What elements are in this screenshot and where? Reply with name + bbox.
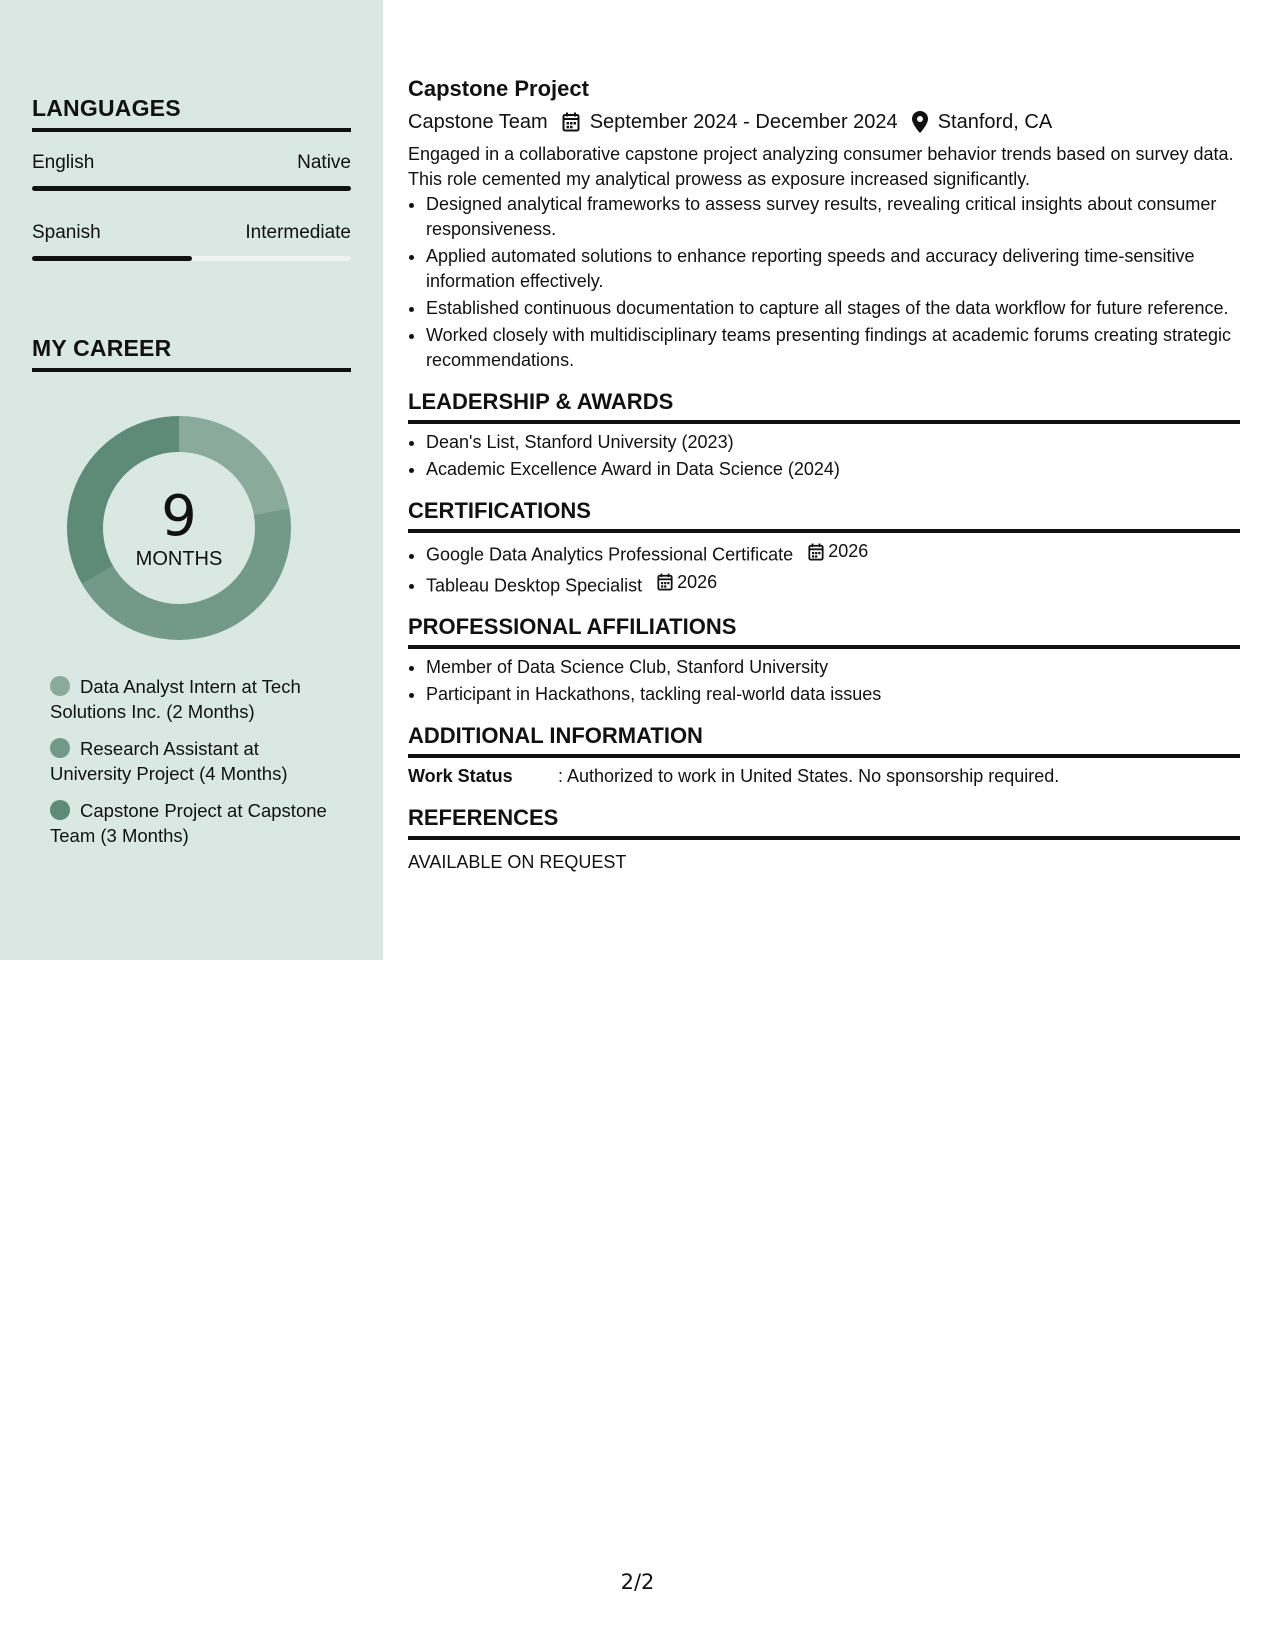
career-donut-chart [63,412,295,644]
languages-heading: LANGUAGES [32,95,351,132]
legend-text: Research Assistant at University Project (4 Months) [50,738,288,784]
calendar-icon [657,573,673,591]
project-meta [408,106,1240,138]
career-legend-item [50,674,340,724]
work-status-value: : Authorized to work in United States. No sponsorship required. [558,766,1060,786]
affiliations-list [408,655,1240,707]
affiliations-heading: PROFESSIONAL AFFILIATIONS [408,614,1240,649]
page-number: 2/2 [620,1570,655,1594]
project-entry [408,76,1240,373]
additional-info-section [408,723,1240,787]
certifications-heading: CERTIFICATIONS [408,498,1240,533]
work-status-label: Work Status [408,766,513,786]
work-status-row [408,766,1240,787]
project-bullet: • Designed analytical frameworks to assess survey results, revealing critical insights about consumer responsiveness. [426,192,1240,242]
certification-item [426,570,1240,599]
languages-section [32,95,351,256]
leadership-item: • Academic Excellence Award in Data Science (2024) [426,457,1240,482]
language-name: English [32,152,95,173]
career-total-unit: MONTHS [135,548,223,570]
career-legend-item [50,798,340,848]
language-name: Spanish [32,222,101,243]
map-pin-icon [912,111,928,133]
language-spanish [32,222,351,256]
language-level: Intermediate [245,222,351,243]
project-organization: Capstone Team [408,110,548,133]
certification-year: 2026 [677,571,718,592]
legend-text: Data Analyst Intern at Tech Solutions Inc. (2 Months) [50,676,301,722]
main-content [408,76,1240,875]
certification-year: 2026 [828,541,869,561]
project-bullet: • Applied automated solutions to enhance reporting speeds and accuracy delivering time-sensitive information effectively. [426,244,1240,294]
legend-dot [50,738,70,758]
career-heading: MY CAREER [32,335,351,372]
certification-date [808,539,868,564]
references-heading: REFERENCES [408,805,1240,840]
language-proficiency-bar [32,186,351,191]
certification-item [426,539,1240,568]
language-proficiency-bar [32,256,351,261]
certifications-list [408,539,1240,598]
career-section [32,335,351,372]
certification-date [657,570,717,595]
leadership-list [408,430,1240,482]
calendar-icon [562,112,580,132]
certifications-section [408,498,1240,598]
language-proficiency-fill [32,256,192,261]
project-title: Capstone Project [408,76,589,101]
affiliations-section [408,614,1240,707]
affiliation-item: • Participant in Hackathons, tackling real-world data issues [426,682,1240,707]
legend-dot [50,800,70,820]
leadership-heading: LEADERSHIP & AWARDS [408,389,1240,424]
project-bullet: • Worked closely with multidisciplinary teams presenting findings at academic forums creating strategic recommendations. [426,323,1240,373]
project-summary: Engaged in a collaborative capstone project analyzing consumer behavior trends based on survey data. This role cemented my analytical prowess as exposure increased significantly. [408,144,1234,189]
references-section [408,805,1240,875]
affiliation-item: • Member of Data Science Club, Stanford University [426,655,1240,680]
references-text: AVAILABLE ON REQUEST [408,852,627,872]
project-bullets [408,192,1240,373]
leadership-item: • Dean's List, Stanford University (2023) [426,430,1240,455]
project-location: Stanford, CA [937,110,1053,133]
career-total-number: 9 [161,484,197,549]
project-bullet: • Established continuous documentation to capture all stages of the data workflow for future reference. [426,296,1240,321]
sidebar [0,0,383,960]
additional-info-heading: ADDITIONAL INFORMATION [408,723,1240,758]
language-level: Native [297,152,351,173]
career-legend-item [50,736,340,786]
language-proficiency-fill [32,186,351,191]
legend-text: Capstone Project at Capstone Team (3 Months) [50,800,327,846]
leadership-section [408,389,1240,482]
language-english [32,152,351,186]
project-dates: September 2024 - December 2024 [589,110,898,133]
career-legend [50,674,340,860]
legend-dot [50,676,70,696]
certification-name: Tableau Desktop Specialist [426,575,643,595]
calendar-icon [808,543,824,561]
certification-name: Google Data Analytics Professional Certificate [426,544,794,565]
